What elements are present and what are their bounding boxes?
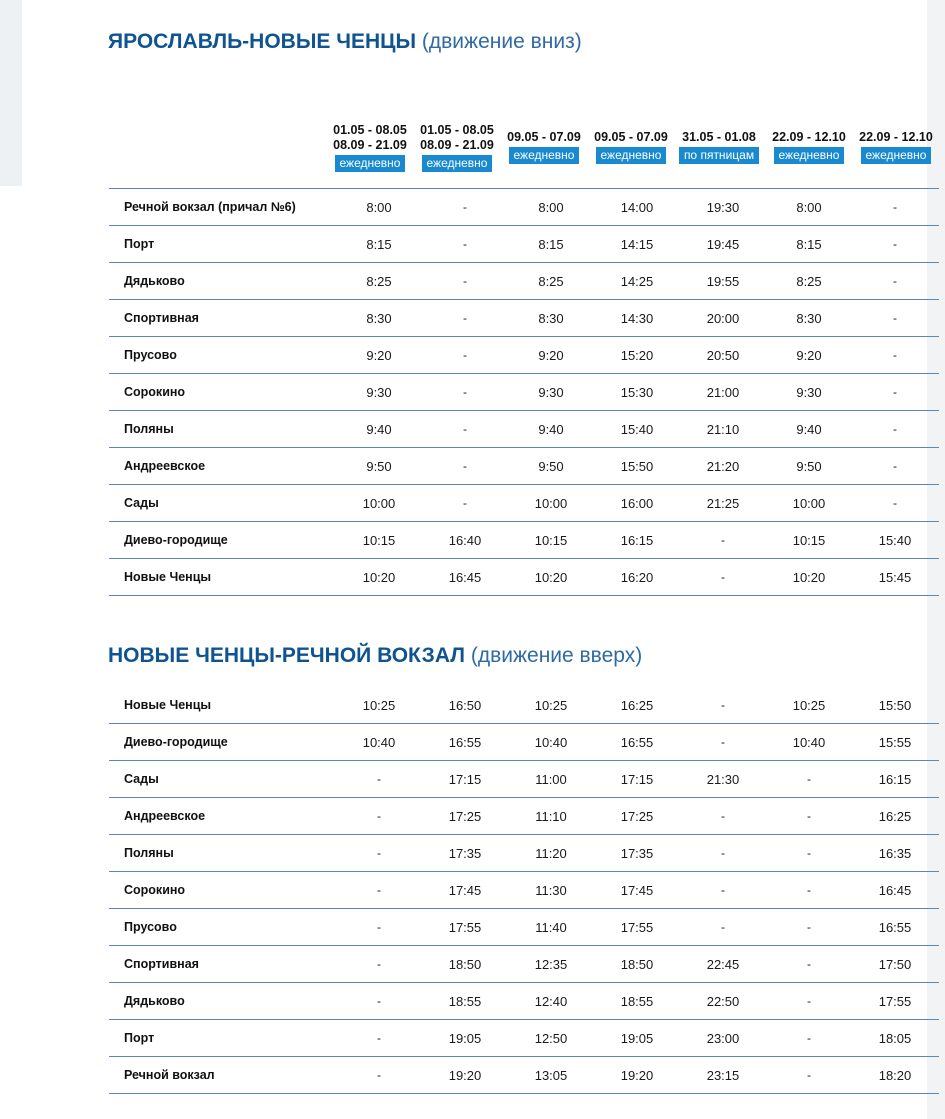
column-header [325,123,415,172]
time-cell: 15:45 [878,569,912,585]
stop-name: Диево-городище [124,533,228,547]
time-cell: 16:45 [448,569,482,585]
time-cell: 10:25 [362,697,396,713]
table-row [109,835,939,872]
time-cell: 15:55 [878,734,912,750]
time-cell: 10:00 [534,495,568,511]
time-cell: 17:15 [448,771,482,787]
time-cell: 9:30 [796,384,822,400]
time-cell: 23:00 [706,1030,740,1046]
time-cell: 21:00 [706,384,740,400]
time-cell: - [377,1068,381,1082]
time-cell: 16:00 [620,495,654,511]
time-cell: - [377,957,381,971]
time-cell: - [377,883,381,897]
time-cell: 20:00 [706,310,740,326]
time-cell: 16:55 [878,919,912,935]
time-cell: - [893,237,897,251]
time-cell: - [721,698,725,712]
time-cell: - [807,883,811,897]
time-cell: 17:35 [620,845,654,861]
time-cell: - [807,809,811,823]
stop-name: Новые Ченцы [124,698,212,712]
time-cell: 8:25 [796,273,822,289]
time-cell: 19:55 [706,273,740,289]
time-cell: 10:00 [362,495,396,511]
time-cell: 10:40 [534,734,568,750]
table-row [109,411,939,448]
time-cell: 20:50 [706,347,740,363]
time-cell: - [893,385,897,399]
time-cell: 14:30 [620,310,654,326]
time-cell: 17:25 [620,808,654,824]
stop-name: Порт [124,237,155,251]
time-cell: 8:15 [538,236,564,252]
column-date-range: 31.05 - 01.08 [682,130,756,144]
table-row [109,872,939,909]
table-row [109,983,939,1020]
table-row [109,448,939,485]
column-header [586,130,676,164]
column-date-range: 22.09 - 12.10 [859,130,933,144]
time-cell: 17:50 [878,956,912,972]
time-cell: 16:35 [878,845,912,861]
time-cell: - [463,385,467,399]
time-cell: - [893,496,897,510]
time-cell: 15:40 [620,421,654,437]
table-row [109,1057,939,1094]
time-cell: - [807,957,811,971]
time-cell: 16:25 [620,697,654,713]
table-row [109,189,939,226]
time-cell: 17:55 [448,919,482,935]
table-row [109,226,939,263]
time-cell: 19:20 [448,1067,482,1083]
time-cell: 18:55 [620,993,654,1009]
stop-name: Прусово [124,920,177,934]
time-cell: - [463,200,467,214]
time-cell: - [377,809,381,823]
column-date-range: 22.09 - 12.10 [772,130,846,144]
column-date-range: 01.05 - 08.05 [333,123,407,137]
time-cell: 18:50 [620,956,654,972]
time-cell: - [377,1031,381,1045]
time-cell: 21:20 [706,458,740,474]
time-cell: - [893,348,897,362]
time-cell: 15:20 [620,347,654,363]
time-cell: 8:15 [796,236,822,252]
time-cell: 8:25 [538,273,564,289]
table-row [109,761,939,798]
time-cell: 14:15 [620,236,654,252]
frequency-badge: ежедневно [509,147,580,164]
time-cell: 10:15 [534,532,568,548]
column-date-range: 01.05 - 08.05 [420,123,494,137]
table-row [109,798,939,835]
time-cell: - [721,920,725,934]
time-cell: - [463,311,467,325]
time-cell: 19:05 [620,1030,654,1046]
column-date-range: 08.09 - 21.09 [420,138,494,152]
time-cell: 15:50 [620,458,654,474]
time-cell: 22:45 [706,956,740,972]
frequency-badge: ежедневно [861,147,932,164]
time-cell: - [893,459,897,473]
time-cell: 19:45 [706,236,740,252]
time-cell: 10:25 [792,697,826,713]
time-cell: - [463,274,467,288]
time-cell: - [377,772,381,786]
time-cell: 9:20 [366,347,392,363]
time-cell: 11:10 [535,808,567,824]
time-cell: 10:20 [792,569,826,585]
time-cell: - [893,274,897,288]
stop-name: Андреевское [124,459,206,473]
stop-name: Дядьково [124,274,185,288]
time-cell: 10:20 [362,569,396,585]
time-cell: 10:40 [792,734,826,750]
stop-name: Новые Ченцы [124,570,212,584]
time-cell: 14:00 [620,199,654,215]
frequency-badge: по пятницам [679,147,759,164]
time-cell: 18:55 [448,993,482,1009]
stop-name: Прусово [124,348,177,362]
time-cell: 13:05 [534,1067,568,1083]
time-cell: - [721,533,725,547]
stop-name: Диево-городище [124,735,228,749]
stop-name: Дядьково [124,994,185,1008]
stop-name: Андреевское [124,809,206,823]
table-row [109,374,939,411]
time-cell: 12:35 [534,956,568,972]
time-cell: 15:40 [878,532,912,548]
time-cell: 16:50 [448,697,482,713]
time-cell: - [893,311,897,325]
time-cell: 9:50 [366,458,392,474]
frequency-badge: ежедневно [596,147,667,164]
time-cell: 9:40 [366,421,392,437]
time-cell: - [463,348,467,362]
time-cell: - [377,846,381,860]
time-cell: 9:50 [796,458,822,474]
table-row [109,946,939,983]
time-cell: 8:30 [366,310,392,326]
table-row [109,263,939,300]
column-header [851,130,941,164]
time-cell: 10:20 [534,569,568,585]
column-date-range: 09.05 - 07.09 [594,130,668,144]
time-cell: - [721,570,725,584]
time-cell: 16:40 [448,532,482,548]
time-cell: - [377,920,381,934]
time-cell: 19:20 [620,1067,654,1083]
time-cell: 11:00 [535,771,567,787]
table-row [109,724,939,761]
time-cell: 19:05 [448,1030,482,1046]
stop-name: Поляны [124,422,174,436]
time-cell: 8:30 [538,310,564,326]
time-cell: - [463,422,467,436]
time-cell: 8:00 [796,199,822,215]
time-cell: 11:30 [535,882,567,898]
stop-name: Поляны [124,846,174,860]
table-row [109,909,939,946]
time-cell: 19:30 [706,199,740,215]
time-cell: 21:10 [706,421,740,437]
time-cell: 11:40 [535,919,567,935]
time-cell: 8:15 [366,236,392,252]
frequency-badge: ежедневно [335,155,406,172]
time-cell: 17:55 [620,919,654,935]
time-cell: 17:45 [448,882,482,898]
time-cell: - [893,200,897,214]
time-cell: 16:55 [448,734,482,750]
table-row [109,1020,939,1057]
column-header [764,130,854,164]
schedule-table-upstream [109,687,939,1094]
table-row [109,485,939,522]
column-date-range: 08.09 - 21.09 [333,138,407,152]
time-cell: - [807,772,811,786]
time-cell: - [807,920,811,934]
section-title-sub: (движение вниз) [421,30,582,53]
time-cell: 9:20 [538,347,564,363]
time-cell: 15:30 [620,384,654,400]
table-row [109,300,939,337]
time-cell: 17:35 [448,845,482,861]
time-cell: 9:40 [796,421,822,437]
column-header [674,130,764,164]
time-cell: 12:40 [534,993,568,1009]
frequency-badge: ежедневно [774,147,845,164]
time-cell: - [893,422,897,436]
time-cell: 17:15 [620,771,654,787]
time-cell: 9:30 [538,384,564,400]
section-title-main: ЯРОСЛАВЛЬ-НОВЫЕ ЧЕНЦЫ [108,30,417,53]
time-cell: - [807,994,811,1008]
stop-name: Сорокино [124,883,186,897]
time-cell: 8:00 [538,199,564,215]
time-cell: 18:05 [878,1030,912,1046]
time-cell: 14:25 [620,273,654,289]
time-cell: - [377,994,381,1008]
stop-name: Речной вокзал [124,1068,215,1082]
time-cell: 21:25 [706,495,740,511]
time-cell: - [463,459,467,473]
column-header [499,130,589,164]
time-cell: 16:45 [878,882,912,898]
time-cell: - [807,1031,811,1045]
schedule-table-downstream [109,188,939,596]
stop-name: Порт [124,1031,155,1045]
time-cell: 15:50 [878,697,912,713]
time-cell: 16:15 [878,771,912,787]
frequency-badge: ежедневно [422,155,493,172]
time-cell: - [721,883,725,897]
table-row [109,559,939,596]
stop-name: Спортивная [124,957,199,971]
stop-name: Сады [124,496,159,510]
time-cell: 12:50 [534,1030,568,1046]
time-cell: 18:20 [878,1067,912,1083]
time-cell: - [721,846,725,860]
time-cell: - [807,846,811,860]
time-cell: 10:25 [534,697,568,713]
table-row [109,687,939,724]
time-cell: 10:00 [792,495,826,511]
left-sidebar-strip [0,0,22,186]
time-cell: 9:30 [366,384,392,400]
time-cell: 8:00 [366,199,392,215]
table-row [109,337,939,374]
time-cell: 8:30 [796,310,822,326]
time-cell: - [721,735,725,749]
time-cell: 17:55 [878,993,912,1009]
column-date-range: 09.05 - 07.09 [507,130,581,144]
stop-name: Речной вокзал (причал №6) [124,200,296,214]
time-cell: 10:40 [362,734,396,750]
time-cell: 9:20 [796,347,822,363]
time-cell: 8:25 [366,273,392,289]
stop-name: Спортивная [124,311,199,325]
time-cell: 16:25 [878,808,912,824]
section-title-downstream [108,29,582,55]
time-cell: 17:25 [448,808,482,824]
section-title-main: НОВЫЕ ЧЕНЦЫ-РЕЧНОЙ ВОКЗАЛ [108,644,465,667]
time-cell: 10:15 [792,532,826,548]
time-cell: 16:20 [620,569,654,585]
time-cell: 21:30 [706,771,740,787]
stop-name: Сады [124,772,159,786]
stop-name: Сорокино [124,385,186,399]
time-cell: 10:15 [362,532,396,548]
time-cell: 22:50 [706,993,740,1009]
time-cell: - [463,237,467,251]
time-cell: 17:45 [620,882,654,898]
time-cell: 9:40 [538,421,564,437]
table-row [109,522,939,559]
time-cell: 16:55 [620,734,654,750]
time-cell: 18:50 [448,956,482,972]
time-cell: 16:15 [620,532,654,548]
time-cell: 23:15 [706,1067,740,1083]
time-cell: 11:20 [535,845,567,861]
time-cell: - [463,496,467,510]
section-title-upstream [108,643,642,669]
section-title-sub: (движение вверх) [470,644,643,667]
time-cell: - [721,809,725,823]
time-cell: - [807,1068,811,1082]
column-header [412,123,502,172]
time-cell: 9:50 [538,458,564,474]
